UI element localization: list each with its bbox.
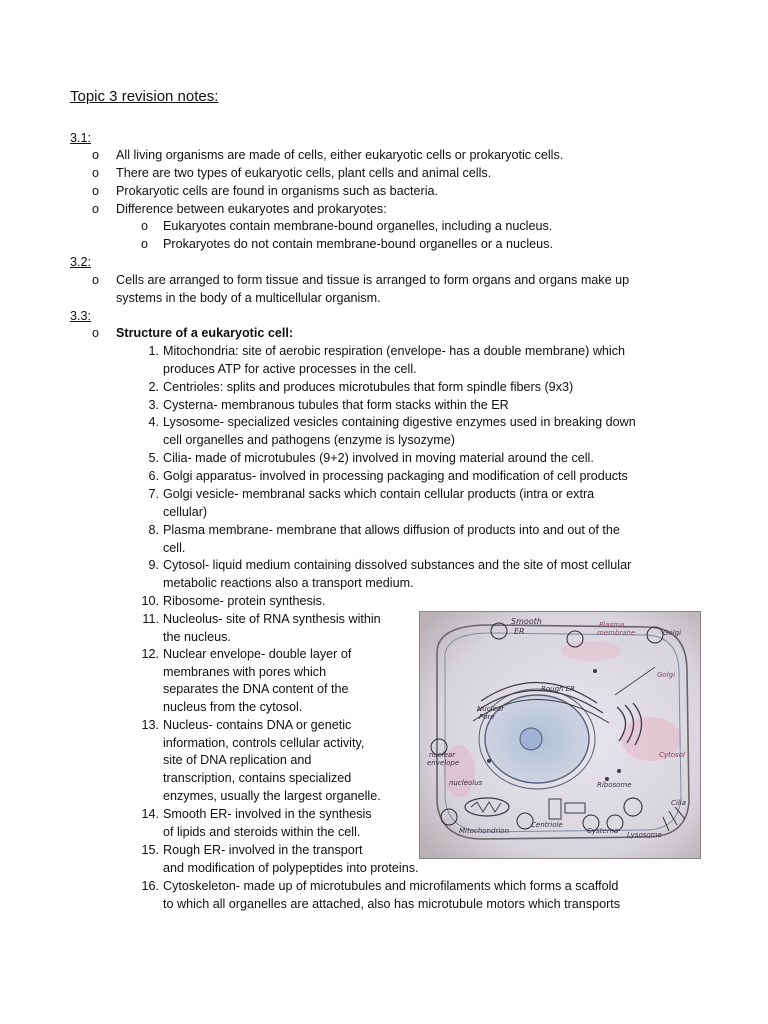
item-text: cell organelles and pathogens (enzyme is lysozyme) [163,432,455,447]
diagram-label-membrane: membrane [597,629,636,637]
numbered-item [148,414,636,449]
numbered-item [141,717,381,806]
item-text: Lysosome- specialized vesicles containing digestive enzymes used in breaking down [163,415,636,429]
ribosome-dot [617,769,621,773]
bullet-item [92,183,706,201]
item-text: Ribosome- protein synthesis. [163,594,326,608]
item-text: cell. [163,540,186,555]
bullet-item [92,147,706,165]
diagram-label-envelope: envelope [427,759,460,767]
numbered-item [141,593,326,611]
bullet-marker: o [92,184,100,198]
item-number: 9. [148,558,159,572]
bullet-marker: o [141,219,149,233]
section-heading-3-1: 3.1: [70,131,92,145]
page-title: Topic 3 revision notes: [70,88,219,105]
item-number: 10. [141,594,159,608]
ribosome-dot [593,669,597,673]
diagram-label-mitochondrion: Mitochondrion [459,827,510,835]
item-number: 4. [148,415,159,429]
diagram-label-golgi: Golgi [663,629,682,637]
sub-bullet-item [141,236,713,254]
bullet-item [92,201,706,219]
diagram-label-pore: Pore [479,713,495,721]
bullet-marker: o [92,273,100,287]
section-heading-3-3: 3.3: [70,309,92,323]
item-text: Smooth ER- involved in the synthesis [163,807,372,821]
item-text: produces ATP for active processes in the cell. [163,361,417,376]
numbered-item [148,343,626,378]
diagram-label-centriole: Centriole [531,821,563,829]
diagram-label-er: ER [514,627,525,636]
item-text: Golgi apparatus- involved in processing packaging and modification of cell products [163,469,628,483]
bullet-marker: o [141,237,149,251]
item-text: Centrioles: splits and produces microtubules that form spindle fibers (9x3) [163,380,574,394]
item-text: Cilia- made of microtubules (9+2) involved in moving material around the cell. [163,451,594,465]
diagram-label-cytosol: Cytosol [659,751,685,759]
bullet-text: There are two types of eukaryotic cells, plant cells and animal cells. [116,166,492,180]
numbered-item [141,878,621,913]
item-number: 8. [148,523,159,537]
diagram-label-rough-er: Rough ER [541,685,575,693]
numbered-item [148,522,620,557]
item-number: 3. [148,398,159,412]
item-text: Nucleus- contains DNA or genetic [163,718,352,732]
bullet-marker: o [92,148,100,162]
item-text: Rough ER- involved in the transport [163,843,363,857]
bullet-marker: o [92,202,100,216]
bullet-text: Cells are arranged to form tissue and tissue is arranged to form organs and organs make up [116,273,630,287]
item-text: of lipids and steroids within the cell. [163,824,361,839]
bullet-marker: o [92,326,100,340]
item-number: 2. [148,380,159,394]
sub-bullet-text: Eukaryotes contain membrane-bound organelles, including a nucleus. [163,219,553,233]
item-text: Golgi vesicle- membranal sacks which contain cellular products (intra or extra [163,487,595,501]
bullet-text: Prokaryotic cells are found in organisms such as bacteria. [116,184,438,198]
item-number: 11. [142,612,159,626]
item-text: site of DNA replication and [163,753,312,768]
numbered-item [148,450,594,468]
diagram-label-golgi-vesicle: Golgi [657,671,676,679]
numbered-item [141,646,352,717]
bullet-marker: o [92,166,100,180]
bullet-item [92,165,706,183]
item-text: the nucleus. [163,629,231,644]
diagram-label-smooth-er: Smooth [511,617,542,626]
numbered-item [148,397,509,415]
item-number: 16. [141,879,159,893]
item-text: Plasma membrane- membrane that allows diffusion of products into and out of the [163,523,620,537]
item-number: 1. [148,344,159,358]
diagram-label-nuclear-envelope: nuclear [429,751,456,759]
sub-bullet-text: Prokaryotes do not contain membrane-bound organelles or a nucleus. [163,237,553,251]
item-text: enzymes, usually the largest organelle. [163,788,381,803]
sub-bullet-item [141,218,713,236]
item-text: Cytoskeleton- made up of microtubules and microfilaments which forms a scaffold [163,879,619,893]
diagram-label-lysosome: Lysosome [627,831,662,839]
numbered-item [148,486,595,521]
numbered-item [142,611,381,646]
numbered-item [141,842,419,877]
pink-smudge [561,641,621,661]
diagram-label-nucleolus: nucleolus [449,779,483,787]
diagram-label-cilia: Cilia [671,799,687,807]
item-text: information, controls cellular activity, [163,735,365,750]
bullet-item [92,325,706,343]
item-text: Cytosol- liquid medium containing dissolved substances and the site of most cellular [163,558,632,572]
item-text: and modification of polypeptides into proteins. [163,860,419,875]
item-text: Nuclear envelope- double layer of [163,647,352,661]
item-number: 7. [148,487,159,501]
numbered-item [148,468,628,486]
item-text: Nucleolus- site of RNA synthesis within [163,612,381,626]
item-number: 15. [141,843,159,857]
diagram-label-ribosome: Ribosome [597,781,632,789]
item-number: 13. [141,718,159,732]
cell-diagram-photo [419,611,701,859]
nucleolus-shape [520,728,542,750]
item-text: separates the DNA content of the [163,682,349,697]
item-text: to which all organelles are attached, also has microtubule motors which transports [163,896,621,911]
diagram-label-cysterna: Cysterna [587,827,619,835]
item-text: metabolic reactions also a transport medium. [163,575,414,590]
item-number: 12. [141,647,159,661]
item-text: Cysterna- membranous tubules that form stacks within the ER [163,398,509,412]
diagram-label-plasma: Plasma [599,621,625,629]
item-number: 14. [141,807,159,821]
diagram-label-nuclear: Nuclear [477,705,504,713]
bullet-text: systems in the body of a multicellular organism. [116,290,381,305]
numbered-item [148,557,632,592]
ribosome-dot [487,759,491,763]
item-text: membranes with pores which [163,664,327,679]
numbered-item [141,806,372,841]
numbered-item [148,379,574,397]
item-number: 6. [148,469,159,483]
item-text: transcription, contains specialized [163,771,352,786]
item-number: 5. [148,451,159,465]
bullet-text: All living organisms are made of cells, either eukaryotic cells or prokaryotic cells. [116,148,564,162]
item-text: nucleus from the cytosol. [163,700,303,715]
section-heading-3-2: 3.2: [70,255,92,269]
item-text: cellular) [163,504,208,519]
item-text: Mitochondria: site of aerobic respiration (envelope- has a double membrane) which [163,344,626,358]
bullet-item [92,272,706,307]
bullet-text: Structure of a eukaryotic cell: [116,326,294,340]
bullet-text: Difference between eukaryotes and prokaryotes: [116,202,387,216]
